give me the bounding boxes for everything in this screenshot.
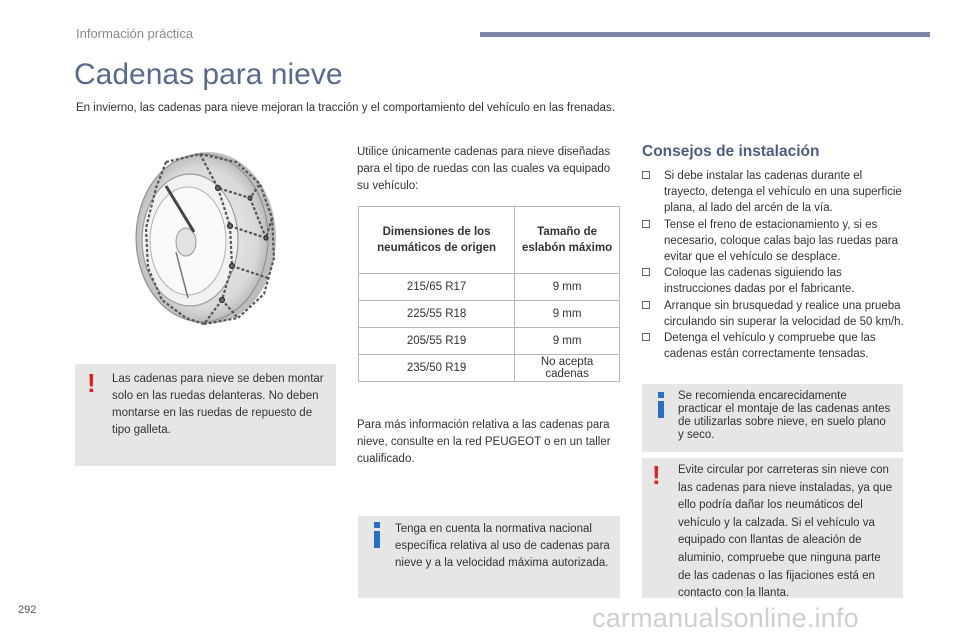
checkbox-icon xyxy=(642,268,650,276)
snow-chain-wheel-illustration xyxy=(126,148,278,326)
exclamation-icon: ! xyxy=(652,460,661,490)
table-cell: 215/65 R17 xyxy=(359,274,515,301)
info-icon xyxy=(370,522,384,550)
intro-text: En invierno, las cadenas para nieve mejoran la tracción y el comportamiento del vehículo en las frenadas. xyxy=(76,102,615,114)
info-text: Tenga en cuenta la normativa nacional específica relativa al uso de cadenas para nieve y a la velocidad máxima autorizada. xyxy=(395,523,610,569)
exclamation-icon: ! xyxy=(87,368,96,398)
checkbox-icon xyxy=(642,171,650,179)
table-row xyxy=(359,274,620,301)
warning-box-front-wheels xyxy=(75,364,336,466)
list-item: Detenga el vehículo y compruebe que las cadenas están correctamente tensadas. xyxy=(642,330,904,362)
section-label: Información práctica xyxy=(76,26,194,41)
warning-text: Las cadenas para nieve se deben montar solo en las ruedas delanteras. No deben montarse en las ruedas de repuesto de tipo galleta. xyxy=(112,373,324,436)
info-box-practice xyxy=(642,384,903,452)
list-item: Tense el freno de estacionamiento y, si es necesario, coloque calas bajo las ruedas para evitar que el vehículo se desplace. xyxy=(642,217,904,266)
more-info-text: Para más información relativa a las cadenas para nieve, consulte en la red PEUGEOT o en un taller cualificado. xyxy=(357,419,611,465)
installation-tips-heading: Consejos de instalación xyxy=(642,143,820,160)
watermark: carmanualsonline.info xyxy=(592,603,859,633)
table-cell: 235/50 R19 xyxy=(359,355,515,382)
list-item: Si debe instalar las cadenas durante el trayecto, detenga el vehículo en una superficie plana, al lado del arcén de la vía. xyxy=(642,168,904,217)
checkbox-icon xyxy=(642,301,650,309)
list-item: Arranque sin brusquedad y realice una prueba circulando sin superar la velocidad de 50 km/h. xyxy=(642,298,904,330)
list-item: Coloque las cadenas siguiendo las instrucciones dadas por el fabricante. xyxy=(642,265,904,297)
checkbox-icon xyxy=(642,220,650,228)
info-text: Se recomienda encarecidamente practicar el montaje de las cadenas antes de utilizarlas sobre nieve, en suelo plano y seco. xyxy=(678,390,891,441)
table-cell: 9 mm xyxy=(515,328,620,355)
info-icon xyxy=(654,392,668,420)
table-cell: No acepta cadenas xyxy=(515,355,620,382)
installation-tips-list xyxy=(642,168,904,362)
table-row xyxy=(359,355,620,382)
header-accent-bar xyxy=(480,32,930,37)
warning-box-no-snow xyxy=(642,458,903,598)
table-header-link-size: Tamaño de eslabón máximo xyxy=(515,207,620,274)
warning-text: Evite circular por carreteras sin nieve con las cadenas para nieve instaladas, ya que ello podría dañar los neumáticos del vehículo y la calzada. Si el vehículo va equipado con llantas de aleación de aluminio, compruebe que ninguna parte de las cadenas o las fijaciones está en contacto con la llanta. xyxy=(678,464,893,600)
info-box-regulations xyxy=(358,516,620,598)
table-header-row xyxy=(359,207,620,274)
table-cell: 205/55 R19 xyxy=(359,328,515,355)
tire-chain-table xyxy=(358,206,620,382)
checkbox-icon xyxy=(642,333,650,341)
chains-usage-text: Utilice únicamente cadenas para nieve diseñadas para el tipo de ruedas con las cuales va equipado su vehículo: xyxy=(357,146,611,192)
page-title: Cadenas para nieve xyxy=(74,58,343,91)
table-cell: 9 mm xyxy=(515,274,620,301)
table-cell: 225/55 R18 xyxy=(359,301,515,328)
page-number: 292 xyxy=(18,604,37,616)
table-row xyxy=(359,328,620,355)
table-row xyxy=(359,301,620,328)
table-header-tire-size: Dimensiones de los neumáticos de origen xyxy=(359,207,515,274)
table-cell: 9 mm xyxy=(515,301,620,328)
